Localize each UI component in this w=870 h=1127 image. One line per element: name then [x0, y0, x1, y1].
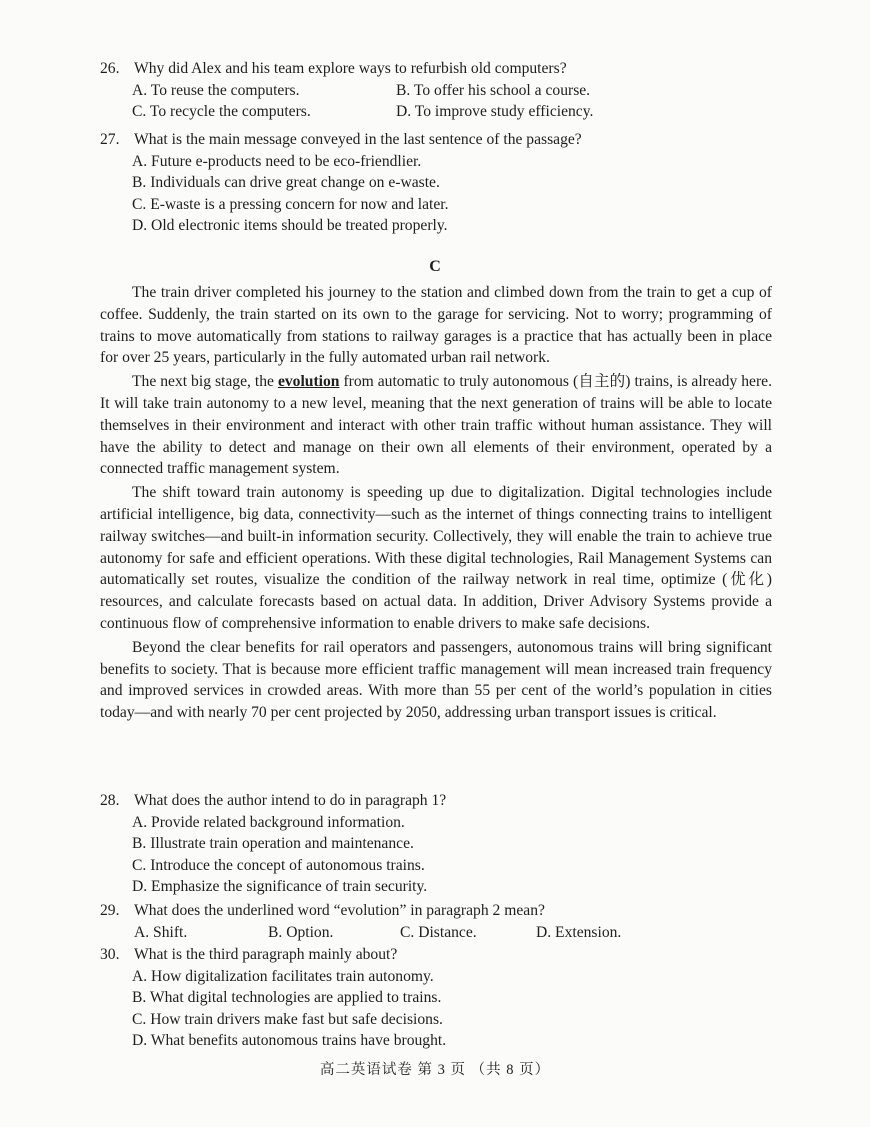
paragraph-3: The shift toward train autonomy is speeding up due to digitalization. Digital technologies include artificial intelligence, big data, connectivity—such as the internet of things connecting trains to intelligent railway switches—and built-in information security. Collectively, they will enable the train to achieve true autonomy for safe and efficient operations. With these digital technologies, Rail Management Systems can automatically set routes, visualize the condition of the railway network in real time, optimize (优化) resources, and calculate forecasts based on actual data. In addition, Driver Advisory Systems provide a continuous flow of comprehensive information to enable drivers to make safe decisions. [100, 484, 772, 632]
option-b: B. What digital technologies are applied to trains. [132, 989, 442, 1006]
option-c: C. Introduce the concept of autonomous trains. [132, 856, 425, 874]
question-number: 28. [100, 792, 120, 809]
question-30 [100, 944, 780, 1052]
question-stem: What is the third paragraph mainly about? [134, 946, 398, 963]
paragraph-1: The train driver completed his journey to the station and climbed down from the train to get a cup of coffee. Suddenly, the train started on its own to the garage for servicing. Not to worry; programming of trains to move automatically from stations to railway garages is a practice that has actually been in place for over 25 years, particularly in the fully automated urban rail network. [100, 284, 772, 367]
option-b: B. Option. [268, 923, 334, 941]
option-b: B. Illustrate train operation and maintenance. [132, 835, 414, 852]
option-a: A. How digitalization facilitates train autonomy. [132, 967, 434, 985]
option-c: C. Distance. [400, 923, 477, 941]
option-b: B. Individuals can drive great change on e-waste. [132, 174, 440, 191]
text: The next big stage, the [132, 373, 278, 391]
option-b: B. To offer his school a course. [396, 81, 591, 99]
question-stem: Why did Alex and his team explore ways to refurbish old computers? [134, 60, 567, 77]
question-27 [100, 129, 780, 237]
question-28 [100, 790, 780, 898]
section-heading: C [429, 258, 441, 275]
paragraph-4: Beyond the clear benefits for rail operators and passengers, autonomous trains will bring significant benefits to society. That is because more efficient traffic management will mean increased train frequency and improved services in crowded areas. With more than 55 per cent of the world’s population in cities today—and with nearly 70 per cent projected by 2050, addressing urban transport issues is critical. [100, 638, 772, 722]
question-stem: What does the author intend to do in paragraph 1? [134, 792, 447, 809]
question-number: 27. [100, 131, 120, 148]
option-a: A. Provide related background information. [132, 813, 405, 831]
question-number: 26. [100, 60, 120, 77]
option-c: C. To recycle the computers. [132, 103, 311, 120]
option-a: A. Shift. [134, 923, 188, 941]
underlined-word: evolution [277, 373, 340, 391]
option-d: D. What benefits autonomous trains have brought. [132, 1032, 447, 1049]
option-d: D. Emphasize the significance of train security. [132, 878, 428, 895]
option-a: A. Future e-products need to be eco-friendlier. [132, 152, 422, 170]
question-number: 30. [100, 946, 120, 963]
text: from automatic to truly autonomous (自主的) trains, is already here. It will take train autonomy to a new level, meaning that the next generation of trains will be able to locate themselves in their environment and interact with other train traffic without human assistance. They will have the ability to detect and manage on their own all elements of their environment, operated by a connected traffic management system. [100, 373, 772, 478]
page-footer: 高二英语试卷 第 3 页 （共 8 页） [319, 1062, 551, 1078]
option-d: D. Extension. [536, 923, 622, 941]
option-c: C. E-waste is a pressing concern for now and later. [132, 195, 449, 213]
option-c: C. How train drivers make fast but safe decisions. [132, 1010, 443, 1028]
question-29 [100, 900, 780, 943]
passage [100, 282, 772, 724]
option-d: D. To improve study efficiency. [396, 103, 594, 120]
option-a: A. To reuse the computers. [132, 81, 300, 99]
paragraph-2 [100, 371, 772, 480]
question-26 [100, 58, 780, 123]
question-stem: What is the main message conveyed in the last sentence of the passage? [134, 131, 582, 148]
option-d: D. Old electronic items should be treated properly. [132, 217, 448, 234]
question-number: 29. [100, 902, 120, 919]
question-stem: What does the underlined word “evolution” in paragraph 2 mean? [134, 902, 545, 919]
